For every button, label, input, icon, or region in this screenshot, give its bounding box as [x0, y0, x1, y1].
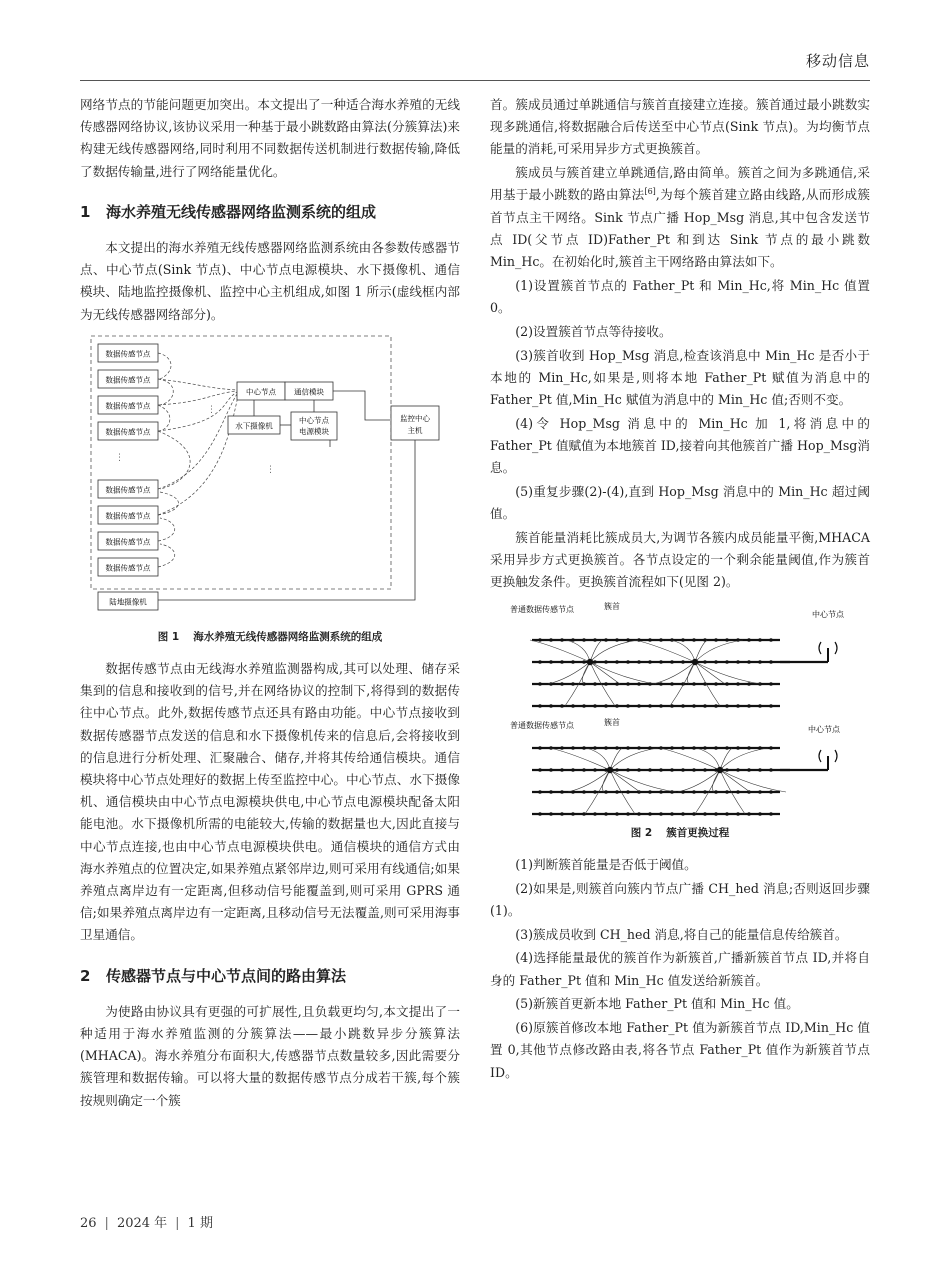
sensor-dot — [549, 790, 553, 794]
journal-name: 移动信息 — [805, 52, 870, 70]
svg-text:中心节点: 中心节点 — [246, 387, 276, 397]
svg-text:数据传感节点: 数据传感节点 — [105, 485, 151, 495]
section-1-heading — [80, 201, 460, 223]
sensor-dot — [582, 746, 586, 750]
sensor-dot — [736, 704, 740, 708]
sensor-dot — [725, 704, 729, 708]
sensor-dot — [758, 660, 762, 664]
sensor-dot — [648, 790, 652, 794]
normal-node-label: 普通数据传感节点 — [510, 720, 574, 730]
sensor-dot — [736, 768, 740, 772]
sensor-dot — [725, 768, 729, 772]
link-curve — [530, 640, 590, 662]
sensor-dot — [725, 812, 729, 816]
link-curve — [695, 662, 725, 684]
svg-text:数据传感节点: 数据传感节点 — [105, 375, 151, 385]
sensor-dot — [582, 660, 586, 664]
sensor-dot — [604, 704, 608, 708]
figure-1-caption — [80, 626, 460, 648]
page-number: 26 — [80, 1216, 97, 1231]
step: (2)设置簇首节点等待接收。 — [515, 323, 672, 339]
monitor-host-box — [391, 406, 439, 440]
sensor-dot — [692, 746, 696, 750]
sensor-dot — [604, 638, 608, 642]
link-curve — [695, 662, 761, 684]
sensor-dot — [604, 682, 608, 686]
svg-text:电源模块: 电源模块 — [299, 426, 329, 436]
sensor-dot — [670, 746, 674, 750]
sensor-dot — [736, 682, 740, 686]
figure-caption-text: 簇首更换过程 — [666, 826, 730, 839]
signal-wave — [835, 750, 837, 762]
ellipsis: ⋮ — [115, 452, 124, 463]
svg-text:监控中心: 监控中心 — [400, 413, 430, 423]
figure-caption-text: 海水养殖无线传感器网络监测系统的组成 — [193, 630, 383, 643]
sensor-dot — [747, 768, 751, 772]
section-number: 2 — [80, 966, 91, 985]
sensor-dot — [560, 768, 564, 772]
link-curve — [610, 748, 622, 770]
sensor-node — [98, 422, 158, 440]
cluster-head-node — [587, 658, 593, 664]
sensor-dot — [703, 746, 707, 750]
sensor-dot — [747, 812, 751, 816]
cluster-head-node — [692, 658, 698, 664]
sensor-dot — [681, 638, 685, 642]
ellipsis: ⋮ — [266, 464, 275, 475]
text-run: ,为每个簇首建立路由线路,从而形成簇首节点主干网络。Sink 节点广播 Hop_Msg 消息,其中包含发送节点 ID(父节点 ID)Father_Pt 和到达 Sink 节点的最小跳数 Min_Hc。在初始化时,簇首主干网络路由算法如下。 — [490, 187, 871, 270]
sensor-dot — [681, 704, 685, 708]
sensor-dot — [659, 638, 663, 642]
sensor-dot — [582, 790, 586, 794]
sensor-dot — [681, 660, 685, 664]
sensor-dot — [758, 704, 762, 708]
signal-wave — [819, 750, 821, 762]
sensor-dot — [582, 768, 586, 772]
sensor-dot — [571, 638, 575, 642]
sensor-dot — [736, 660, 740, 664]
sensor-dot — [648, 704, 652, 708]
link-curve — [653, 662, 695, 684]
link-curve — [635, 640, 695, 662]
sensor-dot — [571, 746, 575, 750]
sensor-dot — [747, 660, 751, 664]
sensor-dot — [681, 768, 685, 772]
link-curve — [590, 640, 602, 662]
svg-text:主机: 主机 — [407, 425, 423, 435]
link-curve — [678, 770, 720, 792]
sensor-dot — [670, 790, 674, 794]
paragraph: 簇首能量消耗比簇成员大,为调节各簇内成员能量平衡,MHACA 采用异步方式更换簇首。各节点设定的一个剩余能量阈值,作为簇首更换触发条件。更换簇首流程如下(见图 2)。 — [490, 530, 870, 590]
page-footer: 26 | 2024 年 | 1 期 — [80, 1216, 213, 1231]
figure-2 — [490, 600, 870, 818]
sensor-dot — [593, 682, 597, 686]
sensor-dot — [714, 704, 718, 708]
link-curve — [671, 640, 695, 662]
sensor-dot — [637, 746, 641, 750]
sensor-dot — [714, 660, 718, 664]
sensor-dot — [725, 682, 729, 686]
sensor-dot — [703, 660, 707, 664]
sensor-dot — [692, 638, 696, 642]
sensor-dot — [703, 812, 707, 816]
sensor-dot — [593, 704, 597, 708]
left-column — [80, 94, 460, 1113]
sensor-dot — [648, 812, 652, 816]
sensor-dot — [736, 812, 740, 816]
sensor-dot — [549, 704, 553, 708]
link-curve — [590, 662, 620, 684]
sensor-dot — [637, 812, 641, 816]
link-curve — [695, 640, 707, 662]
sensor-dot — [615, 638, 619, 642]
sensor-dot — [626, 746, 630, 750]
text-run: 簇成员与簇首建立单跳通信,路由简单。簇首之间为多跳通信,采用基于最小跳数的路由算法 — [490, 165, 870, 203]
sensor-dot — [703, 704, 707, 708]
sensor-dot — [659, 660, 663, 664]
sensor-dot — [659, 682, 663, 686]
sensor-dot — [560, 660, 564, 664]
sensor-dot — [538, 768, 542, 772]
paragraph: 网络节点的节能问题更加突出。本文提出了一种适合海水养殖的无线传感器网络协议,该协议采用一种基于最小跳数路由算法(分簇算法)来构建无线传感器网络,同时利用不同数据传送机制进行数据传输,降低了数据传输量,进行了网络能量优化。 — [80, 97, 460, 179]
svg-text:数据传感节点: 数据传感节点 — [105, 511, 151, 521]
paragraph: 数据传感节点由无线海水养殖监测器构成,其可以处理、储存采集到的信息和接收到的信号,并在网络协议的控制下,将得到的数据传往中心节点。此外,数据传感节点还具有路由功能。中心节点接收到数据传感器节点发送的信息和水下摄像机传来的信息后,会将接收到的信息进行分析处理、汇聚融合、储存,并将其传给通信模块。通信模块将中心节点处理好的数据上传至监控中心。中心节点、水下摄像机、通信模块由中心节点电源模块供电,中心节点电源模块配备太阳能电池。水下摄像机所需的电能较大,传输的数据量也大,因此直接与中心节点连接,也由中心节点电源模块供电。通信模块的通信方式由海水养殖点的位置决定,如果养殖点紧邻岸边,则可采用有线通信;如果养殖点离岸边有一定距离,但移动信号能覆盖到,则可采用 GPRS 通信;如果养殖点离岸边有一定距离,且移动信号无法覆盖,则可采用海事卫星通信。 — [80, 661, 460, 943]
header-rule — [80, 80, 870, 81]
sensor-dot — [615, 660, 619, 664]
sensor-dot — [626, 812, 630, 816]
sensor-dot — [648, 638, 652, 642]
sensor-dot — [626, 682, 630, 686]
sensor-dot — [637, 704, 641, 708]
sensor-node — [98, 370, 158, 388]
step: (2)如果是,则簇首向簇内节点广播 CH_hed 消息;否则返回步骤(1)。 — [490, 880, 870, 918]
sensor-dot — [560, 682, 564, 686]
svg-text:数据传感节点: 数据传感节点 — [105, 349, 151, 359]
sensor-dot — [714, 746, 718, 750]
sensor-dot — [769, 660, 773, 664]
sensor-dot — [593, 660, 597, 664]
sensor-dot — [538, 812, 542, 816]
signal-wave — [819, 642, 821, 654]
sensor-dot — [769, 768, 773, 772]
sensor-dot — [725, 746, 729, 750]
sensor-dot — [769, 638, 773, 642]
link-curve — [696, 748, 720, 770]
link-curve — [660, 748, 720, 770]
sensor-dot — [725, 790, 729, 794]
sensor-dot — [538, 660, 542, 664]
issue: 1 期 — [187, 1216, 213, 1231]
figure-number: 图 2 — [630, 826, 653, 839]
sensor-dot — [725, 660, 729, 664]
svg-text:数据传感节点: 数据传感节点 — [105, 401, 151, 411]
cluster-head-label: 簇首 — [604, 717, 620, 727]
sensor-dot — [626, 768, 630, 772]
sensor-node — [98, 558, 158, 576]
link-curve — [720, 770, 750, 792]
sensor-dot — [615, 768, 619, 772]
sensor-dot — [549, 660, 553, 664]
section-2-heading — [80, 965, 460, 987]
sensor-dot — [604, 746, 608, 750]
sensor-dot — [769, 682, 773, 686]
link-curve — [590, 662, 656, 684]
step: (1)判断簇首能量是否低于阈值。 — [515, 856, 697, 872]
sensor-dot — [560, 790, 564, 794]
sensor-dot — [681, 746, 685, 750]
svg-text:数据传感节点: 数据传感节点 — [105, 537, 151, 547]
paragraph — [490, 162, 870, 273]
sensor-dot — [560, 746, 564, 750]
sensor-dot — [736, 746, 740, 750]
sensor-dot — [725, 638, 729, 642]
sensor-dot — [714, 638, 718, 642]
svg-text:水下摄像机: 水下摄像机 — [235, 421, 273, 431]
sensor-dot — [538, 790, 542, 794]
cluster-head-node — [717, 766, 723, 772]
sensor-dot — [681, 812, 685, 816]
sensor-dot — [648, 660, 652, 664]
sensor-dot — [670, 812, 674, 816]
cluster-panels — [530, 638, 837, 816]
sensor-dot — [637, 768, 641, 772]
paragraph: 为使路由协议具有更强的可扩展性,且负载更均匀,本文提出了一种适用于海水养殖监测的分簇算法——最小跳数异步分簇算法(MHACA)。海水养殖分布面积大,传感器节点数量较多,因此需要分簇管理和数据传输。可以将大量的数据传感节点分成若干簇,每个簇按规则确定一个簇 — [80, 1003, 460, 1108]
sensor-node — [98, 480, 158, 498]
section-number: 1 — [80, 202, 91, 221]
sensor-dot — [604, 660, 608, 664]
step: (3)簇首收到 Hop_Msg 消息,检查该消息中 Min_Hc 是否小于本地的 Min_Hc,如果是,则将本地 Father_Pt 赋值为消息中的 Father_Pt 值,Min_Hc 赋值为消息中的 Min_Hc 值;否则不变。 — [490, 347, 870, 408]
sensor-dot — [538, 638, 542, 642]
sensor-dot — [571, 682, 575, 686]
sensor-dot — [615, 704, 619, 708]
link-curve — [695, 640, 743, 662]
link-curve — [550, 748, 610, 770]
normal-node-label: 普通数据传感节点 — [510, 604, 574, 614]
svg-text:数据传感节点: 数据传感节点 — [105, 427, 151, 437]
land-camera-box — [98, 592, 158, 610]
cluster-head-diagram — [490, 600, 870, 818]
sensor-dot — [593, 746, 597, 750]
sensor-dot — [769, 746, 773, 750]
svg-text:通信模块: 通信模块 — [294, 387, 324, 397]
ellipsis: ⋮ — [207, 404, 216, 415]
sensor-dot — [549, 812, 553, 816]
sensor-dot — [769, 704, 773, 708]
step: (6)原簇首修改本地 Father_Pt 值为新簇首节点 ID,Min_Hc 值置 0,其他节点修改路由表,将各节点 Father_Pt 值作为新簇首节点 ID。 — [490, 1020, 870, 1080]
link-curve — [566, 640, 590, 662]
sensor-dot — [747, 638, 751, 642]
sensor-dot — [692, 790, 696, 794]
sensor-dot — [593, 768, 597, 772]
power-module-box — [291, 412, 337, 440]
sensor-dot — [582, 638, 586, 642]
comm-module-box — [285, 382, 333, 400]
sensor-dot — [703, 768, 707, 772]
step: (4)令 Hop_Msg 消息中的 Min_Hc 加 1,将消息中的 Father_Pt 值赋值为本地簇首 ID,接着向其他簇首广播 Hop_Msg消息。 — [490, 415, 870, 476]
step: (5)新簇首更新本地 Father_Pt 值和 Min_Hc 值。 — [515, 996, 799, 1012]
sensor-dot — [560, 638, 564, 642]
sensor-dot — [626, 660, 630, 664]
citation: [6] — [644, 187, 656, 197]
sensor-dot — [615, 746, 619, 750]
center-node-label: 中心节点 — [812, 609, 844, 619]
sensor-dot — [659, 812, 663, 816]
sensor-dot — [714, 790, 718, 794]
sensor-node — [98, 396, 158, 414]
sensor-dot — [769, 812, 773, 816]
sensor-dot — [692, 682, 696, 686]
svg-text:中心节点: 中心节点 — [299, 415, 329, 425]
signal-wave — [835, 642, 837, 654]
sensor-dot — [626, 638, 630, 642]
sensor-node — [98, 532, 158, 550]
sensor-node — [98, 344, 158, 362]
sensor-dot — [538, 704, 542, 708]
step: (5)重复步骤(2)-(4),直到 Hop_Msg 消息中的 Min_Hc 超过阈值。 — [490, 484, 870, 522]
sensor-dot — [593, 638, 597, 642]
year: 2024 年 — [116, 1216, 168, 1231]
sensor-dot — [758, 768, 762, 772]
paragraph: 首。簇成员通过单跳通信与簇首直接建立连接。簇首通过最小跳数实现多跳通信,将数据融合后传送至中心节点(Sink 节点)。为均衡节点能量的消耗,可采用异步方式更换簇首。 — [490, 97, 870, 157]
figure-2-caption — [490, 822, 870, 844]
sensor-dot — [560, 812, 564, 816]
sensor-dot — [758, 790, 762, 794]
underwater-camera-box — [228, 416, 280, 434]
sensor-dot — [582, 704, 586, 708]
sensor-dot — [659, 704, 663, 708]
sensor-dot — [670, 682, 674, 686]
link-curve — [586, 748, 610, 770]
link-curve — [720, 748, 732, 770]
sensor-dot — [692, 704, 696, 708]
sensor-dot — [747, 704, 751, 708]
figure-1 — [80, 332, 460, 622]
sensor-dot — [648, 768, 652, 772]
step: (4)选择能量最优的簇首作为新簇首,广播新簇首节点 ID,并将自身的 Father_Pt 值和 Min_Hc 值发送给新簇首。 — [490, 950, 870, 988]
sensor-dot — [571, 704, 575, 708]
wireless-links — [158, 353, 238, 567]
sensor-dot — [626, 704, 630, 708]
sensor-dot — [747, 682, 751, 686]
link-curve — [610, 748, 658, 770]
section-title: 海水养殖无线传感器网络监测系统的组成 — [106, 202, 377, 221]
svg-text:数据传感节点: 数据传感节点 — [105, 563, 151, 573]
sensor-dot — [747, 746, 751, 750]
sensor-dot — [736, 790, 740, 794]
svg-text:陆地摄像机: 陆地摄像机 — [109, 597, 147, 607]
sensor-dot — [670, 660, 674, 664]
sensor-dot — [571, 812, 575, 816]
link-curve — [548, 662, 590, 684]
sensor-dot — [538, 682, 542, 686]
step: (3)簇成员收到 CH_hed 消息,将自己的能量信息传给簇首。 — [515, 926, 848, 942]
system-diagram — [80, 332, 460, 622]
sensor-dot — [571, 660, 575, 664]
center-node-box — [237, 382, 285, 400]
cluster-head-label: 簇首 — [604, 601, 620, 611]
sensor-dot — [615, 790, 619, 794]
right-column — [490, 94, 870, 1085]
sensor-dot — [758, 638, 762, 642]
link-curve — [568, 770, 610, 792]
sensor-dot — [626, 790, 630, 794]
sensor-dot — [615, 812, 619, 816]
sensor-dot — [692, 768, 696, 772]
paragraph: 本文提出的海水养殖无线传感器网络监测系统由各参数传感器节点、中心节点(Sink 节点)、中心节点电源模块、水下摄像机、通信模块、陆地监控摄像机、监控中心主机组成,如图 1 所示(虚线框内部为无线传感器网络部分)。 — [80, 240, 460, 322]
figure-number: 图 1 — [157, 630, 180, 643]
section-title: 传感器节点与中心节点间的路由算法 — [106, 966, 347, 985]
center-node-label: 中心节点 — [808, 724, 840, 734]
sensor-dot — [769, 790, 773, 794]
sensor-dot — [637, 682, 641, 686]
link-curve — [610, 770, 640, 792]
sensor-dot — [659, 790, 663, 794]
sensor-dot — [659, 768, 663, 772]
sensor-dot — [549, 638, 553, 642]
sensor-dot — [593, 790, 597, 794]
sensor-dot — [703, 790, 707, 794]
sensor-dot — [670, 768, 674, 772]
sensor-dot — [714, 682, 718, 686]
sensor-node — [98, 506, 158, 524]
link-curve — [720, 748, 768, 770]
sensor-dot — [637, 660, 641, 664]
sensor-dot — [604, 812, 608, 816]
sensor-dot — [703, 638, 707, 642]
cluster-head-node — [607, 766, 613, 772]
sensor-dot — [549, 768, 553, 772]
sensor-dot — [560, 704, 564, 708]
step: (1)设置簇首节点的 Father_Pt 和 Min_Hc,将 Min_Hc 值置 0。 — [490, 277, 870, 316]
sensor-dot — [714, 812, 718, 816]
link-curve — [610, 770, 676, 792]
link-curve — [720, 770, 786, 792]
sensor-dot — [604, 790, 608, 794]
sensor-dot — [758, 812, 762, 816]
sensor-dot — [571, 768, 575, 772]
link-curve — [590, 640, 638, 662]
sensor-dot — [538, 746, 542, 750]
sensor-dot — [593, 812, 597, 816]
